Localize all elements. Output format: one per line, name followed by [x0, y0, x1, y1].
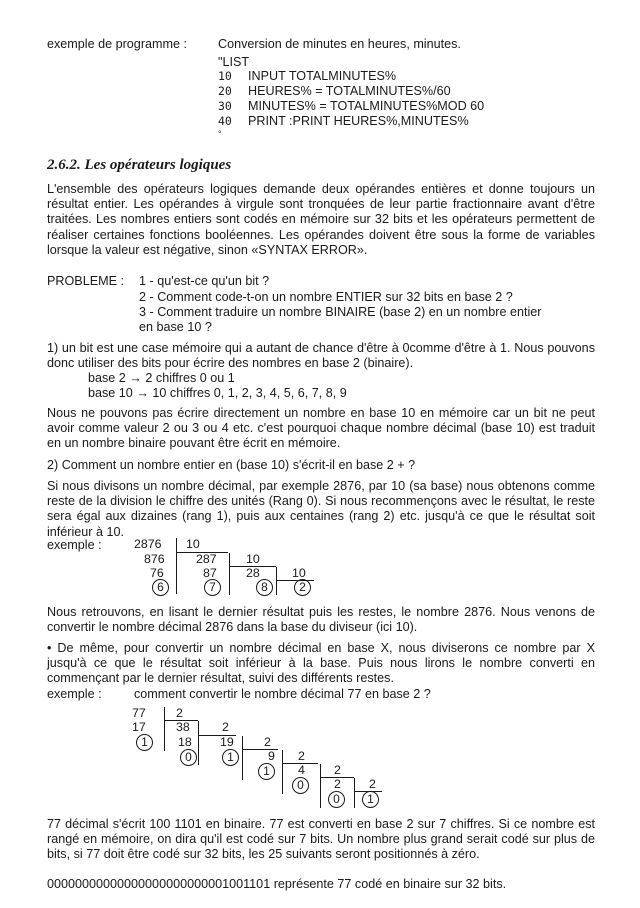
code-line — [218, 99, 484, 114]
dividend: 2876 — [134, 537, 162, 551]
quotient: 28 — [246, 566, 260, 580]
question-2: 2) Comment un nombre entier en (base 10) s'écrit-il en base 2 + ? — [47, 458, 416, 472]
division-bar — [164, 707, 165, 751]
line-number: 10 — [218, 69, 232, 83]
line-number: 20 — [218, 84, 232, 98]
division-paragraph: Si nous divisons un nombre décimal, par exemple 2876, par 10 (sa base) nous obtenons comme reste de la division le chiffre des unités (Rang 0). Si nous recommençons avec le résultat, le reste sera égal aux dizaines (rang 1), puis aux centaines (rang 2) etc. jusqu'à ce que le résultat soit inférieur à 10. — [47, 479, 595, 539]
division-bar — [198, 721, 199, 765]
quotient: 38 — [176, 720, 190, 734]
section-heading: 2.6.2. Les opérateurs logiques — [47, 157, 232, 173]
code-line — [218, 114, 469, 129]
probleme-item: 1 - qu'est-ce qu'un bit ? — [139, 274, 270, 288]
divisor: 2 — [222, 720, 229, 734]
bullet-paragraph: • De même, pour convertir un nombre décimal en base X, nous diviserons ce nombre par X jusqu'à ce que le résultat soit inférieur à la base. Puis nous lirons le nombre converti en commençant par le dernier résultat, suivi des différents restes. — [47, 641, 595, 686]
remainder-digit: 0 — [292, 777, 309, 794]
dividend: 77 — [132, 706, 146, 720]
division-bar — [229, 553, 230, 595]
divisor: 2 — [369, 777, 376, 791]
line-number: 30 — [218, 99, 232, 113]
exemple-label: exemple : — [47, 538, 102, 552]
answer-1: 1) un bit est une case mémoire qui a autant de chance d'être à 0comme d'être à 1. Nous pouvons donc utiliser des bits pour écrire des nombres en base 2 (binaire). — [47, 341, 595, 371]
remainder-digit: 0 — [328, 791, 345, 808]
partial: 876 — [144, 552, 165, 566]
line-code: HEURES% = TOTALMINUTES%/60 — [248, 84, 451, 98]
base10-line: base 10 → 10 chiffres 0, 1, 2, 3, 4, 5, 6, 7, 8, 9 — [88, 386, 347, 400]
quotient: 4 — [298, 763, 305, 777]
base-paragraph: Nous ne pouvons pas écrire directement un nombre en base 10 en mémoire car un bit ne peut avoir comme valeur 2 ou 3 ou 4 etc. c'est pourquoi chaque nombre décimal (base 10) est traduit en un nombre binaire pouvant être écrit en mémoire. — [47, 406, 595, 451]
probleme-item: 3 - Comment traduire un nombre BINAIRE (base 2) en un nombre entier — [139, 305, 542, 319]
remainder-partial: 76 — [150, 566, 164, 580]
probleme-item: 2 - Comment code-t-on un nombre ENTIER sur 32 bits en base 2 ? — [139, 290, 513, 304]
division-bar — [282, 750, 283, 794]
end-mark: ° — [218, 129, 222, 139]
final-paragraph: 77 décimal s'écrit 100 1101 en binaire. 77 est converti en base 2 sur 7 chiffres. Si ce nombre est rangé en mémoire, on dira qu'il est codé sur 7 bits. Un nombre plus grand serait codé sur plus de bits, si 77 doit être codé sur 32 bits, les 25 suivants seront positionnés à zéro. — [47, 817, 595, 862]
intro-paragraph: L'ensemble des opérateurs logiques demande deux opérandes entières et donne toujours un résultat entier. Les opérandes à virgule sont tronquées de leur partie fractionnaire avant d'être traitées. Les nombres entiers sont codés en mémoire sur 32 bits et les opérateurs permettent de réaliser certaines fonctions booléennes. Les opérandes doivent être sous la forme de variables lorsque la valeur est négative, sinon «SYNTAX ERROR». — [47, 182, 595, 257]
exemple2-label: exemple : — [47, 687, 102, 701]
divisor: 10 — [292, 566, 306, 580]
division-bar — [276, 567, 277, 595]
divisor: 2 — [298, 749, 305, 763]
divisor: 10 — [186, 537, 200, 551]
remainder-digit: 6 — [152, 579, 169, 596]
remainder-digit: 1 — [222, 749, 239, 766]
probleme-label: PROBLEME : — [47, 274, 124, 288]
division-bar — [354, 778, 355, 808]
probleme-item: en base 10 ? — [139, 320, 212, 334]
divisor: 2 — [334, 763, 341, 777]
example-label: exemple de programme : — [47, 37, 187, 51]
exemple2-text: comment convertir le nombre décimal 77 en base 2 ? — [134, 687, 431, 701]
list-command: "LIST — [218, 55, 250, 69]
binary-line: 00000000000000000000000001001101 représente 77 codé en binaire sur 32 bits. — [47, 877, 507, 891]
remainder-digit: 0 — [180, 749, 197, 766]
example-title: Conversion de minutes en heures, minutes. — [218, 37, 461, 51]
divisor: 2 — [264, 735, 271, 749]
base2-line: base 2 → 2 chiffres 0 ou 1 — [88, 371, 235, 385]
quotient: 287 — [196, 552, 217, 566]
line-number: 40 — [218, 114, 232, 128]
code-line — [218, 84, 451, 99]
partial: 17 — [132, 720, 146, 734]
partial: 87 — [203, 566, 217, 580]
line-code: INPUT TOTALMINUTES% — [248, 69, 397, 83]
divisor: 10 — [246, 552, 260, 566]
division-bar — [176, 538, 177, 594]
quotient: 2 — [334, 777, 341, 791]
last-quotient-digit: 1 — [362, 791, 379, 808]
remainder-digit: 1 — [258, 763, 275, 780]
retrouvons-paragraph: Nous retrouvons, en lisant le dernier résultat puis les restes, le nombre 2876. Nous venons de convertir le nombre décimal 2876 dans la base du diviseur (ici 10). — [47, 605, 595, 635]
partial: 18 — [178, 735, 192, 749]
quotient: 19 — [220, 735, 234, 749]
code-line — [218, 69, 396, 84]
remainder-digit: 1 — [136, 734, 153, 751]
last-quotient-digit: 2 — [294, 579, 311, 596]
line-code: PRINT :PRINT HEURES%,MINUTES% — [248, 114, 469, 128]
divisor: 2 — [176, 706, 183, 720]
remainder-digit: 7 — [204, 579, 221, 596]
quotient: 9 — [268, 749, 275, 763]
division-bar — [242, 736, 243, 780]
remainder-digit: 8 — [256, 579, 273, 596]
division-bar — [320, 764, 321, 808]
line-code: MINUTES% = TOTALMINUTES%MOD 60 — [248, 99, 485, 113]
